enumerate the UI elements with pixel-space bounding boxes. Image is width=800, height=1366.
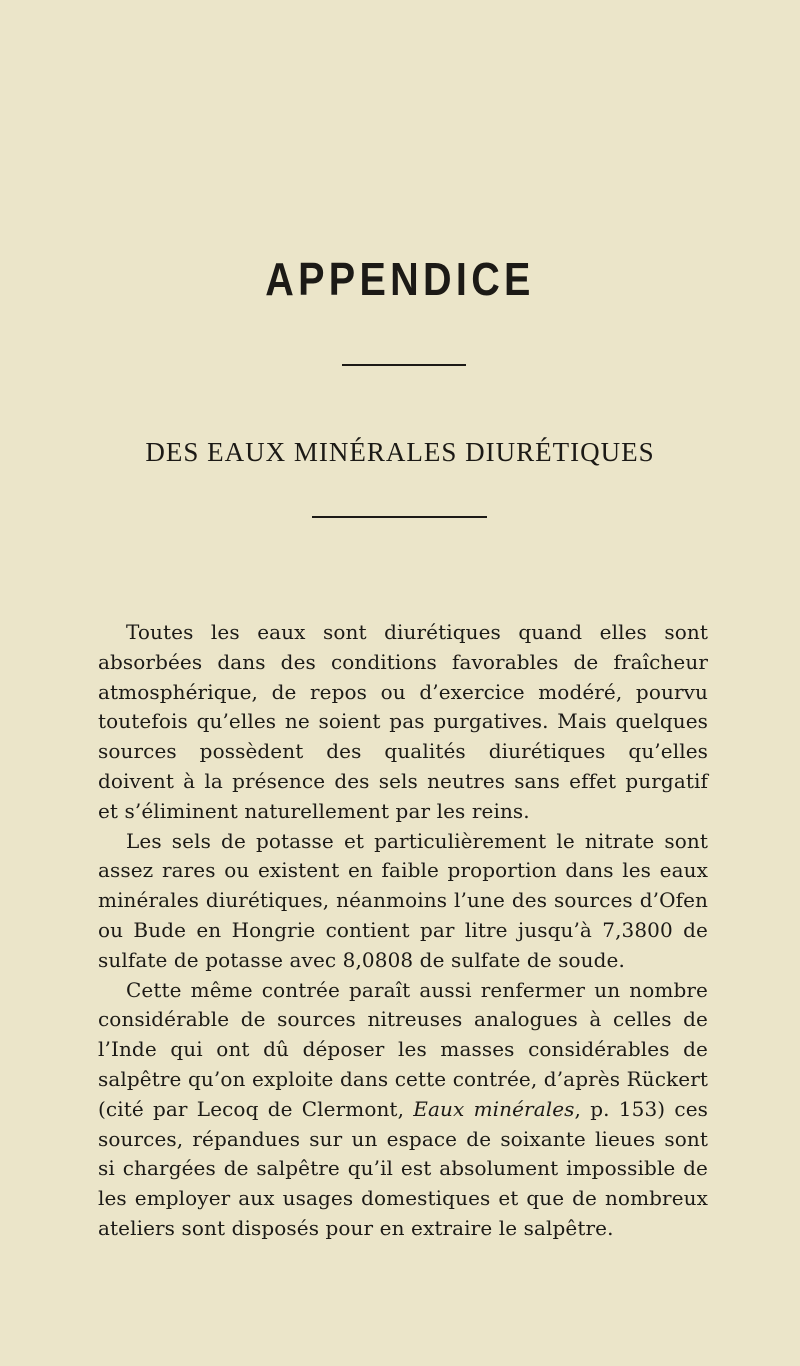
paragraph-3-before: Cette même contrée paraît aussi renfermer un nombre considérable de sources nitreuses analogues à celles de l’Inde qui ont dû déposer les masses considérables de salpêtre qu’on exploite dans cette contrée, d’après Rückert (cité par Lecoq de Clermont, <box>98 977 708 1121</box>
paragraph-3-after: , p. 153) ces sources, répandues sur un espace de soixante lieues sont si chargées de salpêtre qu’il est absolument impossible de les employer aux usages domestiques et que de nombreux ateliers sont disposés pour en extraire le salpêtre. <box>98 1096 708 1240</box>
paragraph-1: Toutes les eaux sont diurétiques quand elles sont absorbées dans des conditions favorables de fraîcheur atmosphérique, de repos ou d’exercice modéré, pourvu toutefois qu’elles ne soient pas purgatives. Mais quelques sources possèdent des qualités diurétiques qu’elles doivent à la présence des sels neutres sans effet purgatif et s’éliminent naturellement par les reins. <box>98 620 708 823</box>
body-text <box>98 618 708 1244</box>
title-rule <box>342 364 466 366</box>
paragraph-2: Les sels de potasse et particulièrement le nitrate sont assez rares ou existent en faible proportion dans les eaux minérales diurétiques, néanmoins l’une des sources d’Ofen ou Bude en Hongrie contient par litre jusqu’à 7,3800 de sulfate de potasse avec 8,0808 de sulfate de soude. <box>98 828 708 972</box>
page-title: APPENDICE <box>265 253 535 305</box>
paragraph-3 <box>98 976 708 1244</box>
book-title: Eaux minérales <box>413 1096 575 1121</box>
subtitle-rule <box>312 516 487 518</box>
section-subtitle: DES EAUX MINÉRALES DIURÉTIQUES <box>145 437 655 467</box>
